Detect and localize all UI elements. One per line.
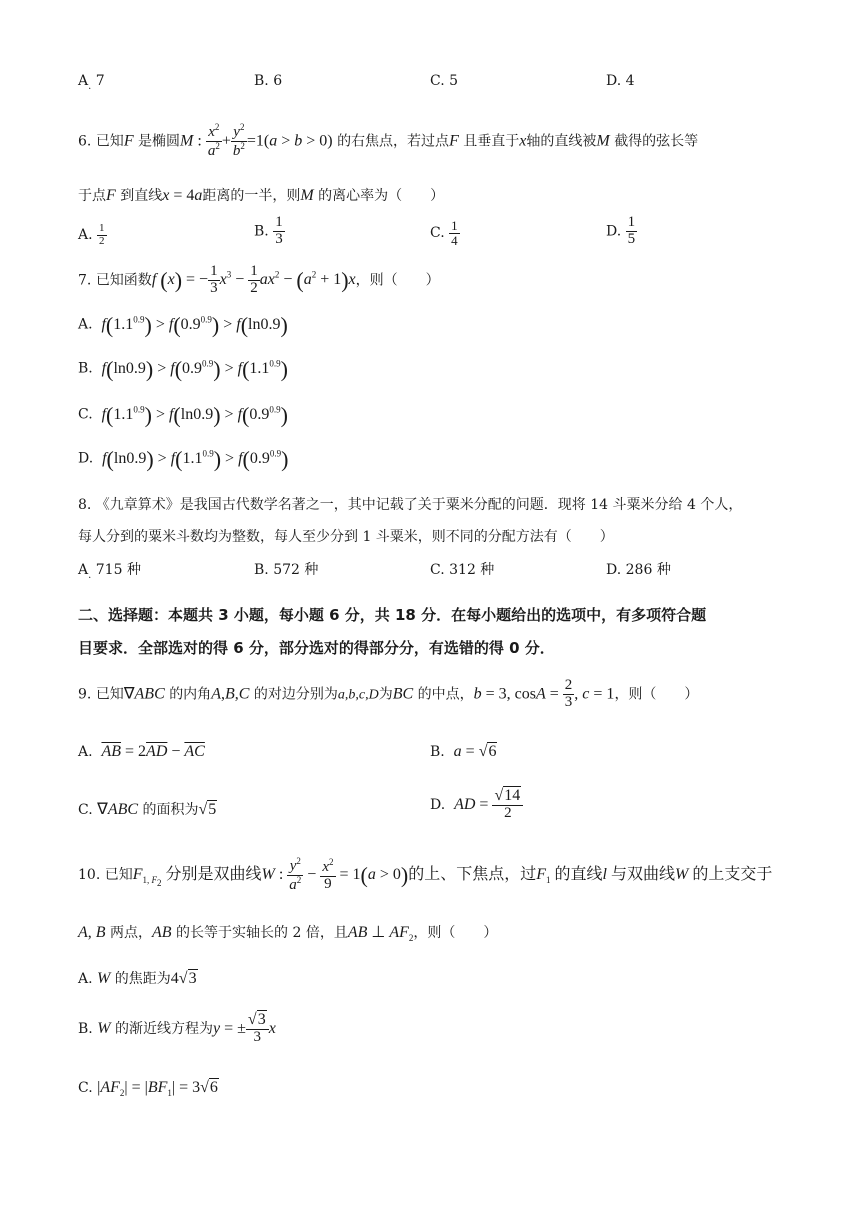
q5-option-a: $A_.$ 7 [78,73,105,92]
q6-stem-line1: 6. 已知F 是椭圆M : $\frac{x^2}{a^2}$ + $\frac{y^2}{b^2}$ =1(a > b > 0) 的右焦点，若过点F 且垂直于x轴的直线被M 截得的弦长等 [78,122,699,159]
q7-stem: 7. 已知函数f (x) = − $\frac{1}{3}$ $x^3$ − $\frac{1}{2}$ $ax^2 - (a^2 + 1)x$，则（ ） [78,263,440,296]
q7-option-c: C. $f(1.1^{0.9}) > f(\ln 0.9) > f(0.9^{0.9})$ [78,402,288,427]
q6-option-b: B. $\frac{1}{3}$ [254,214,283,247]
q8-option-a: $A_.$ 715 种 [78,562,141,581]
q10-option-b: B. W 的渐近线方程为y = ± $\frac{√3}{3}$ x [78,1011,276,1045]
section-heading-line1: 二、选择题：本题共 3 小题，每小题 6 分，共 18 分．在每小题给出的选项中，有多项符合题 [78,606,707,624]
q9-option-c: C. ∇ABC 的面积为√5 [78,801,217,818]
q8-option-d: D. 286 种 [606,562,671,578]
q7-option-a: A. $f(1.1^{0.9}) > f(0.9^{0.9}) > f(\ln 0.9)$ [78,312,288,337]
q10-stem-line1: 10. 已知$F_{1, F2}$ 分别是双曲线W : $\frac{y^2}{a^2}$ − $\frac{x^2}{9}$ = 1(a > 0)的上、下焦点，过$F_1$ 的直线l 与双曲线W 的上支交于 [78,856,773,893]
q5-option-d: D. 4 [606,73,635,89]
q9-option-d: D. AD = $\frac{√14}{2}$ [430,788,523,822]
q10-option-a: A. W 的焦距为4√3 [78,970,197,987]
q8-stem-line2: 每人分到的粟米斗数均为整数，每人至少分到 1 斗粟米，则不同的分配方法有（ ） [78,529,614,545]
q9-stem: 9. 已知∇ABC 的内角A,B,C 的对边分别为a,b,c,D为BC 的中点，b = 3, cosA = $\frac{2}{3}$ , c = 1，则（ ） [78,677,699,710]
q5-option-c: C. 5 [430,73,459,89]
q6-option-c: C. $\frac{1}{4}$ [430,218,458,248]
q8-option-c: C. 312 种 [430,562,495,578]
q5-option-b: B. 6 [254,73,283,89]
q9-option-a: A. $\overline{AB} = 2\overline{AD} - \overline{AC}$ [78,743,205,760]
q7-option-d: D. $f(\ln 0.9) > f(1.1^{0.9}) > f(0.9^{0.9})$ [78,446,289,471]
q6-option-a: A. $\frac{1}{2}$ [78,222,105,247]
q9-option-b: B. a = √6 [430,743,497,760]
q8-option-b: B. 572 种 [254,562,319,578]
q6-option-d: D. $\frac{1}{5}$ [606,214,636,247]
q10-stem-line2: A, B 两点，AB 的长等于实轴长的 2 倍，且AB ⊥ $AF_2$，则（ ） [78,924,498,944]
q8-stem-line1: 8. 《九章算术》是我国古代数学名著之一，其中记载了关于粟米分配的问题．现将 14 斗粟米分给 4 个人， [78,497,743,513]
q10-option-c: C. $|AF_2| = |BF_1| = 3√6$ [78,1079,218,1099]
q6-stem-line2: 于点F 到直线x = 4a距离的一半，则M 的离心率为（ ） [78,187,445,204]
section-heading-line2: 目要求．全部选对的得 6 分，部分选对的得部分分，有选错的得 0 分． [78,639,555,657]
q7-option-b: B. $f(\ln 0.9) > f(0.9^{0.9}) > f(1.1^{0.9})$ [78,356,288,381]
